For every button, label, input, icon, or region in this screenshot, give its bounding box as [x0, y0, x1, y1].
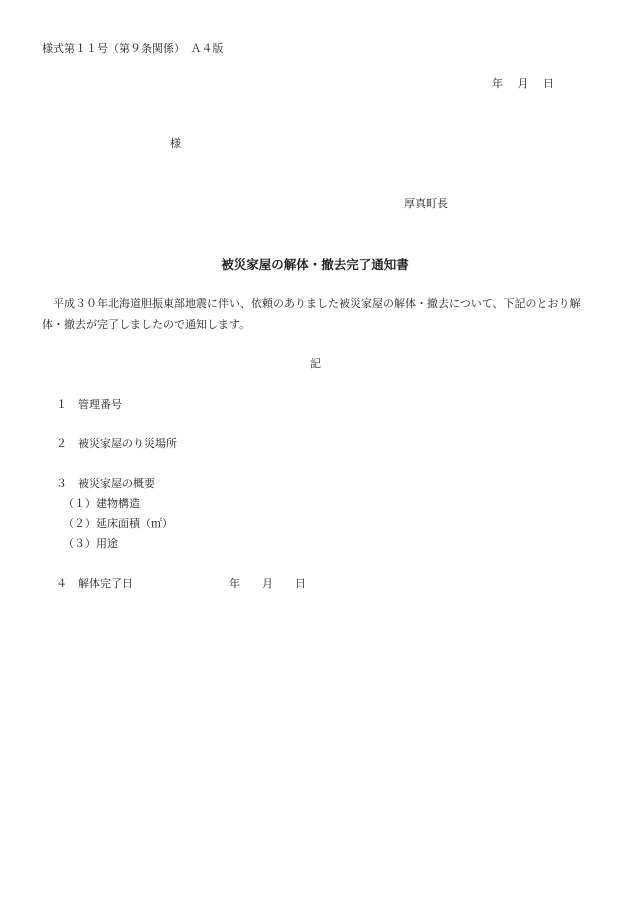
- item-completion-date: ４ 解体完了日: [56, 577, 133, 590]
- item-house-overview: ３ 被災家屋の概要: [56, 477, 155, 490]
- ki-heading: 記: [310, 357, 321, 370]
- subitem-floor-area: （２）延床面積（㎡）: [63, 517, 173, 530]
- completion-date-value: 年 月 日: [229, 577, 306, 590]
- form-number: 様式第１１号（第９条関係） Ａ４版: [42, 42, 224, 55]
- body-paragraph: 平成３０年北海道胆振東部地震に伴い、依頼のありました被災家屋の解体・撤去について、下記のとおり解体・撤去が完了しましたので通知します。: [42, 297, 581, 331]
- sender-name: 厚真町長: [404, 197, 448, 210]
- document-title: 被災家屋の解体・撤去完了通知書: [221, 257, 409, 272]
- header-date: 年 月 日: [492, 77, 554, 90]
- item-disaster-location: ２ 被災家屋のり災場所: [56, 437, 177, 450]
- item-management-number: １ 管理番号: [56, 398, 122, 411]
- subitem-usage: （３）用途: [63, 537, 118, 550]
- addressee-honorific: 様: [170, 137, 181, 150]
- subitem-structure: （１）建物構造: [63, 497, 140, 510]
